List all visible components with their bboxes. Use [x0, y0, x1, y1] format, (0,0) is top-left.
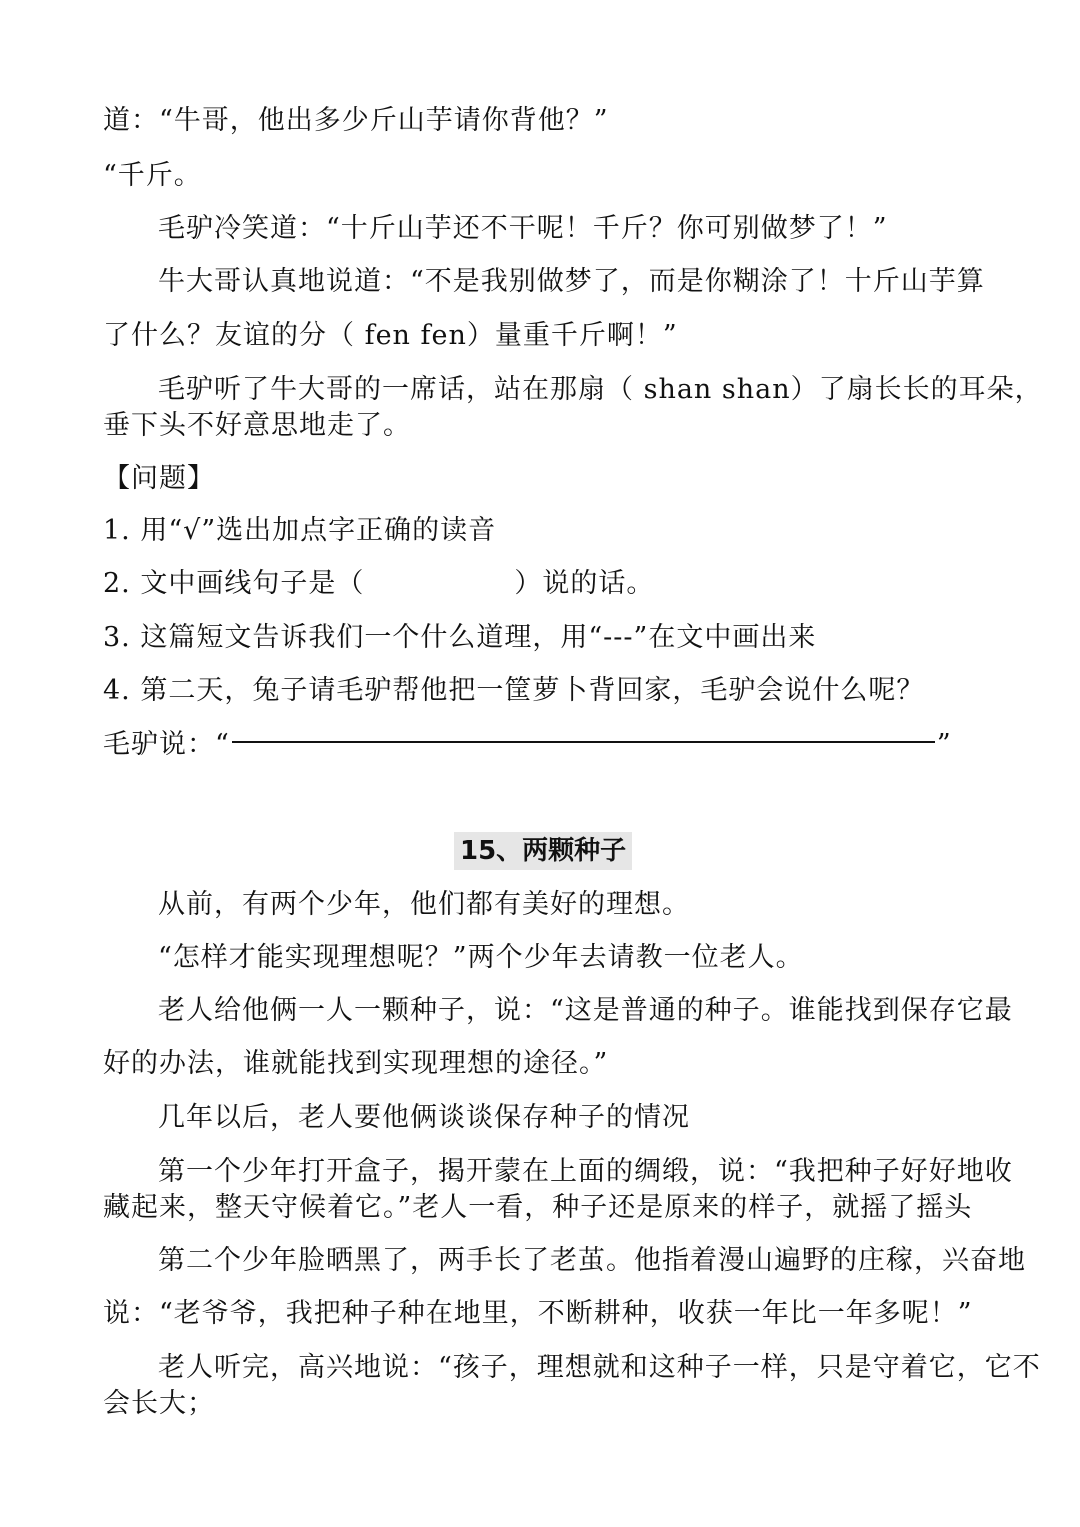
story-line: 说：“老爷爷，我把种子种在地里，不断耕种，收获一年比一年多呢！”	[103, 1298, 973, 1329]
story-line: 藏起来，整天守候着它。”老人一看，种子还是原来的样子，就摇了摇头	[103, 1192, 973, 1223]
answer-suffix: ”	[936, 729, 952, 760]
story-title: 15、两颗种子	[454, 832, 632, 870]
story-line: “怎样才能实现理想呢？”两个少年去请教一位老人。	[158, 942, 804, 973]
question-3: 3. 这篇短文告诉我们一个什么道理，用“---”在文中画出来	[103, 622, 817, 653]
story-line: 会长大；	[103, 1388, 215, 1419]
story-line: 从前，有两个少年，他们都有美好的理想。	[158, 889, 690, 920]
question-2	[103, 566, 654, 602]
question-4: 4. 第二天，兔子请毛驴帮他把一筐萝卜背回家，毛驴会说什么呢？	[103, 675, 925, 706]
question-1: 1. 用“√”选出加点字正确的读音	[103, 515, 497, 546]
story-line: 道：“牛哥，他出多少斤山芋请你背他？”	[103, 105, 609, 136]
story-line: 垂下头不好意思地走了。	[103, 410, 411, 441]
answer-line	[103, 727, 952, 763]
story-line: 了什么？友谊的分（ fen fen）量重千斤啊！”	[103, 320, 678, 351]
story-line: 第一个少年打开盒子，揭开蒙在上面的绸缎，说：“我把种子好好地收	[158, 1156, 1013, 1187]
questions-heading: 【问题】	[103, 463, 215, 494]
answer-prefix: 毛驴说：“	[103, 729, 230, 760]
story-line: 几年以后，老人要他俩谈谈保存种子的情况	[158, 1102, 690, 1133]
story-line: 毛驴听了牛大哥的一席话，站在那扇（ shan shan）了扇长长的耳朵，	[158, 374, 1043, 405]
story-line: 毛驴冷笑道：“十斤山芋还不干呢！千斤？你可别做梦了！”	[158, 213, 888, 244]
story-line: 第二个少年脸晒黑了，两手长了老茧。他指着漫山遍野的庄稼，兴奋地	[158, 1245, 1026, 1276]
story-line: 好的办法，谁就能找到实现理想的途径。”	[103, 1048, 609, 1079]
story-line: 牛大哥认真地说道：“不是我别做梦了，而是你糊涂了！十斤山芋算	[158, 266, 985, 297]
story-line: “千斤。	[103, 160, 202, 191]
answer-blank-rule[interactable]	[232, 741, 935, 743]
story-line: 老人听完，高兴地说：“孩子，理想就和这种子一样，只是守着它，它不	[158, 1352, 1041, 1383]
question-2-suffix: ）说的话。	[514, 568, 655, 599]
story-line: 老人给他俩一人一颗种子，说：“这是普通的种子。谁能找到保存它最	[158, 995, 1013, 1026]
question-2-prefix: 2. 文中画线句子是（	[103, 568, 365, 599]
